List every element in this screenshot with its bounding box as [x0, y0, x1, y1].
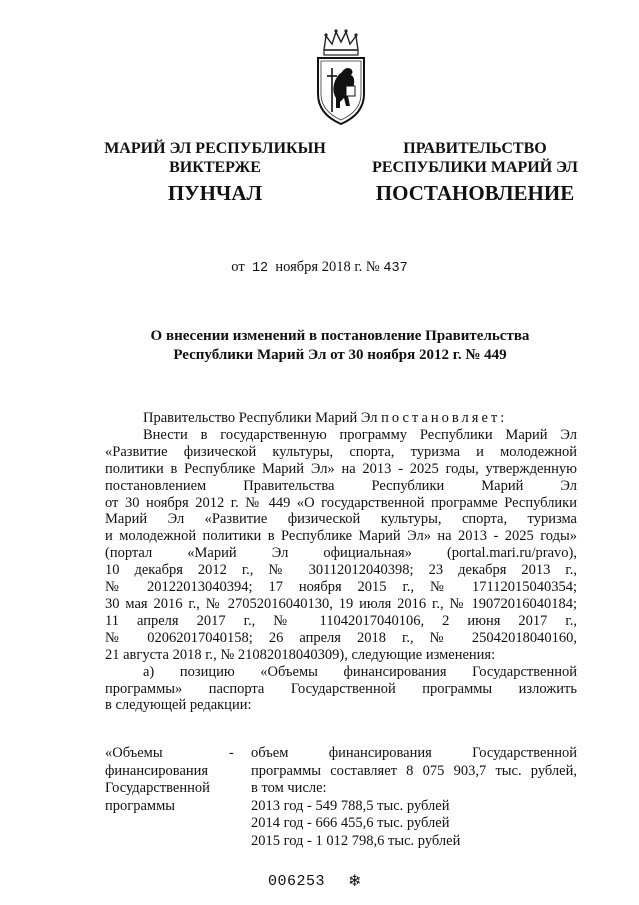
intro-spaced-word: постановляет: [381, 410, 508, 426]
left-cell-line: «Объемы [105, 745, 163, 761]
document-type-left: ПУНЧАЛ [167, 181, 263, 205]
header-right-line1: ПРАВИТЕЛЬСТВО [403, 140, 547, 157]
snowflake-icon: ❄ [348, 873, 362, 890]
document-number: 437 [383, 261, 408, 276]
right-cell-line: 2013 год - 549 788,5 тыс. рублей [251, 797, 450, 814]
body-line: № 02062017040158; 26 апреля 2018 г., № 25042018040160, [105, 629, 577, 646]
document-body [105, 410, 577, 714]
item-a-line: программы» паспорта Государственной программы изложить [105, 680, 577, 697]
header-left-organization [85, 139, 345, 177]
item-a-line: а) позицию «Объемы финансирования Государственной [143, 663, 577, 680]
left-cell-line: программы [105, 797, 175, 814]
body-line: политики в Республике Марий Эл» на 2013 - 2025 годы, утвержденную [105, 460, 577, 477]
document-type-right: ПОСТАНОВЛЕНИЕ [375, 181, 575, 205]
right-cell-line: 2014 год - 666 455,6 тыс. рублей [251, 815, 450, 831]
document-date-line [0, 259, 639, 276]
item-a-line: в следующей редакции: [105, 697, 252, 714]
date-rest: ноября 2018 г. № [275, 259, 380, 275]
funding-table-left-cell [105, 745, 237, 815]
document-subject [90, 327, 590, 365]
body-line: от 30 ноября 2012 г. № 449 «О государственной программе Республики [105, 494, 577, 511]
left-cell-line: финансирования [105, 762, 209, 779]
subject-line-1: О внесении изменений в постановление Правительства [150, 328, 530, 344]
table-dash: - [229, 745, 234, 761]
funding-table-right-cell [251, 745, 577, 850]
left-cell-line: Государственной [105, 780, 210, 796]
right-cell-line: 2015 год - 1 012 798,6 тыс. рублей [251, 832, 461, 849]
body-line: постановлением Правительства Республики Марий Эл [105, 477, 577, 494]
serial-number: 006253 [268, 873, 326, 890]
header-left-line1: МАРИЙ ЭЛ РЕСПУБЛИКЫН [104, 140, 326, 157]
body-line: (портал «Марий Эл официальная» (portal.mari.ru/pravo), [105, 545, 577, 562]
right-cell-line: в том числе: [251, 780, 327, 796]
coat-of-arms-emblem [312, 28, 370, 128]
body-line: «Развитие физической культуры, спорта, туризма и молодежной [105, 443, 577, 460]
intro-line [105, 410, 577, 427]
body-line: № 20122013040394; 17 ноября 2015 г., № 17112015040354; [105, 579, 577, 596]
body-line: 30 мая 2016 г., № 27052016040130, 19 июля 2016 г., № 19072016040184; [105, 595, 577, 612]
date-prefix: от [231, 259, 245, 275]
body-line: Марий Эл «Развитие физической культуры, спорта, туризма [105, 511, 577, 528]
date-day: 12 [251, 261, 269, 276]
right-cell-line: программы составляет 8 075 903,7 тыс. рублей, [251, 762, 577, 779]
body-line: 10 декабря 2012 г., № 30112012040398; 23 декабря 2013 г., [105, 562, 577, 579]
right-cell-line: объем финансирования Государственной [251, 745, 577, 761]
header-right-organization [345, 139, 605, 177]
subject-line-2: Республики Марий Эл от 30 ноября 2012 г. № 449 [173, 347, 507, 363]
body-line: 11 апреля 2017 г., № 11042017040106, 2 июня 2017 г., [105, 612, 577, 629]
header-left-line2: ВИКТЕРЖЕ [169, 159, 261, 176]
intro-prefix: Правительство Республики Марий Эл [143, 410, 378, 426]
header-right-line2: РЕСПУБЛИКИ МАРИЙ ЭЛ [372, 159, 578, 176]
body-line: Внести в государственную программу Республики Марий Эл [143, 426, 577, 443]
body-line: 21 августа 2018 г., № 21082018040309), следующие изменения: [105, 646, 496, 663]
body-line: и молодежной политики в Республике Марий Эл» на 2013 - 2025 годы» [105, 528, 577, 545]
